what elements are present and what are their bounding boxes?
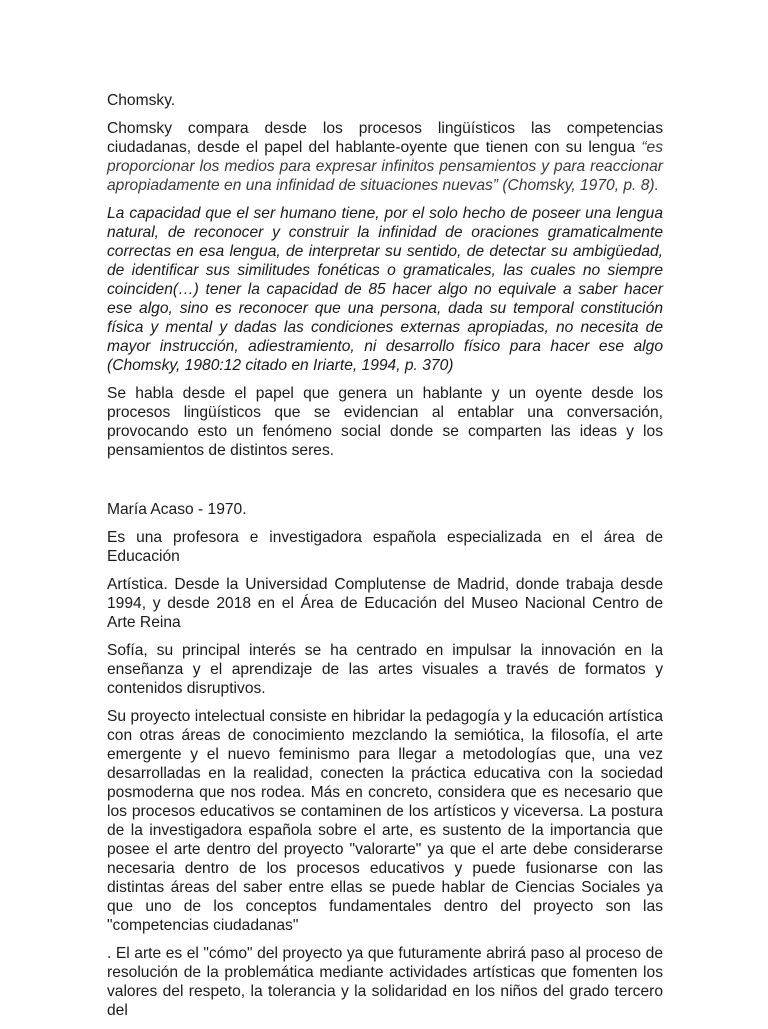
block-quote: La capacidad que el ser humano tiene, por el solo hecho de poseer una lengua natural, de reconocer y construir la infinidad de oraciones gramaticalmente correctas en esa lengua, de interpretar su sentido, de detectar su ambigüedad, de identificar sus similitudes fonéticas o gramaticales, las cuales no siempre coinciden(…) tener la capacidad de 85 hacer algo no equivale a saber hacer ese algo, sino es reconocer que una persona, dada su temporal constitución física y mental y dadas las condiciones externas apropiadas, no necesita de mayor instrucción, adiestramiento, ni desarrollo físico para hacer ese algo (Chomsky, 1980:12 citado en Iriarte, 1994, p. 370) xyxy=(107,205,663,374)
document-page xyxy=(107,91,663,1029)
paragraph-chomsky-intro xyxy=(107,119,663,195)
paragraph-chomsky-summary: Se habla desde el papel que genera un hablante y un oyente desde los procesos lingüísticos que se evidencian al entablar una conversación, provocando esto un fenómeno social donde se comparten las ideas y los pensamientos de distintos seres. xyxy=(107,385,663,459)
paragraph-acaso-2: Artística. Desde la Universidad Complutense de Madrid, donde trabaja desde 1994, y desde 2018 en el Área de Educación del Museo Nacional Centro de Arte Reina xyxy=(107,576,663,631)
inline-quote: “es proporcionar los medios para expresar infinitos pensamientos y para reaccionar apropiadamente en una infinidad de situaciones nuevas” (Chomsky, 1970, p. 8). xyxy=(107,139,663,194)
section-heading-chomsky: Chomsky. xyxy=(107,92,176,109)
section-heading-acaso: María Acaso - 1970. xyxy=(107,501,247,518)
paragraph-text: Chomsky compara desde los procesos lingüísticos las competencias ciudadanas, desde el papel del hablante-oyente que tienen con su lengua xyxy=(107,120,663,156)
paragraph-acaso-4: Su proyecto intelectual consiste en hibridar la pedagogía y la educación artística con otras áreas de conocimiento mezclando la semiótica, la filosofía, el arte emergente y el nuevo feminismo para llegar a metodologías que, una vez desarrolladas en la realidad, conecten la práctica educativa con la sociedad posmoderna que nos rodea. Más en concreto, considera que es necesario que los procesos educativos se contaminen de los artísticos y viceversa. La postura de la investigadora española sobre el arte, es sustento de la importancia que posee el arte dentro del proyecto "valorarte" ya que el arte debe considerarse necesaria dentro de los procesos educativos y puede fusionarse con las distintas áreas del saber entre ellas se puede hablar de Ciencias Sociales ya que uno de los conceptos fundamentales dentro del proyecto son las "competencias ciudadanas" xyxy=(107,708,663,934)
paragraph-acaso-1: Es una profesora e investigadora española especializada en el área de Educación xyxy=(107,529,663,565)
paragraph-acaso-5: . El arte es el "cómo" del proyecto ya que futuramente abrirá paso al proceso de resolución de la problemática mediante actividades artísticas que fomenten los valores del respeto, la tolerancia y la solidaridad en los niños del grado tercero del xyxy=(107,945,663,1019)
paragraph-acaso-3: Sofía, su principal interés se ha centrado en impulsar la innovación en la enseñanza y el aprendizaje de las artes visuales a través de formatos y contenidos disruptivos. xyxy=(107,642,663,697)
